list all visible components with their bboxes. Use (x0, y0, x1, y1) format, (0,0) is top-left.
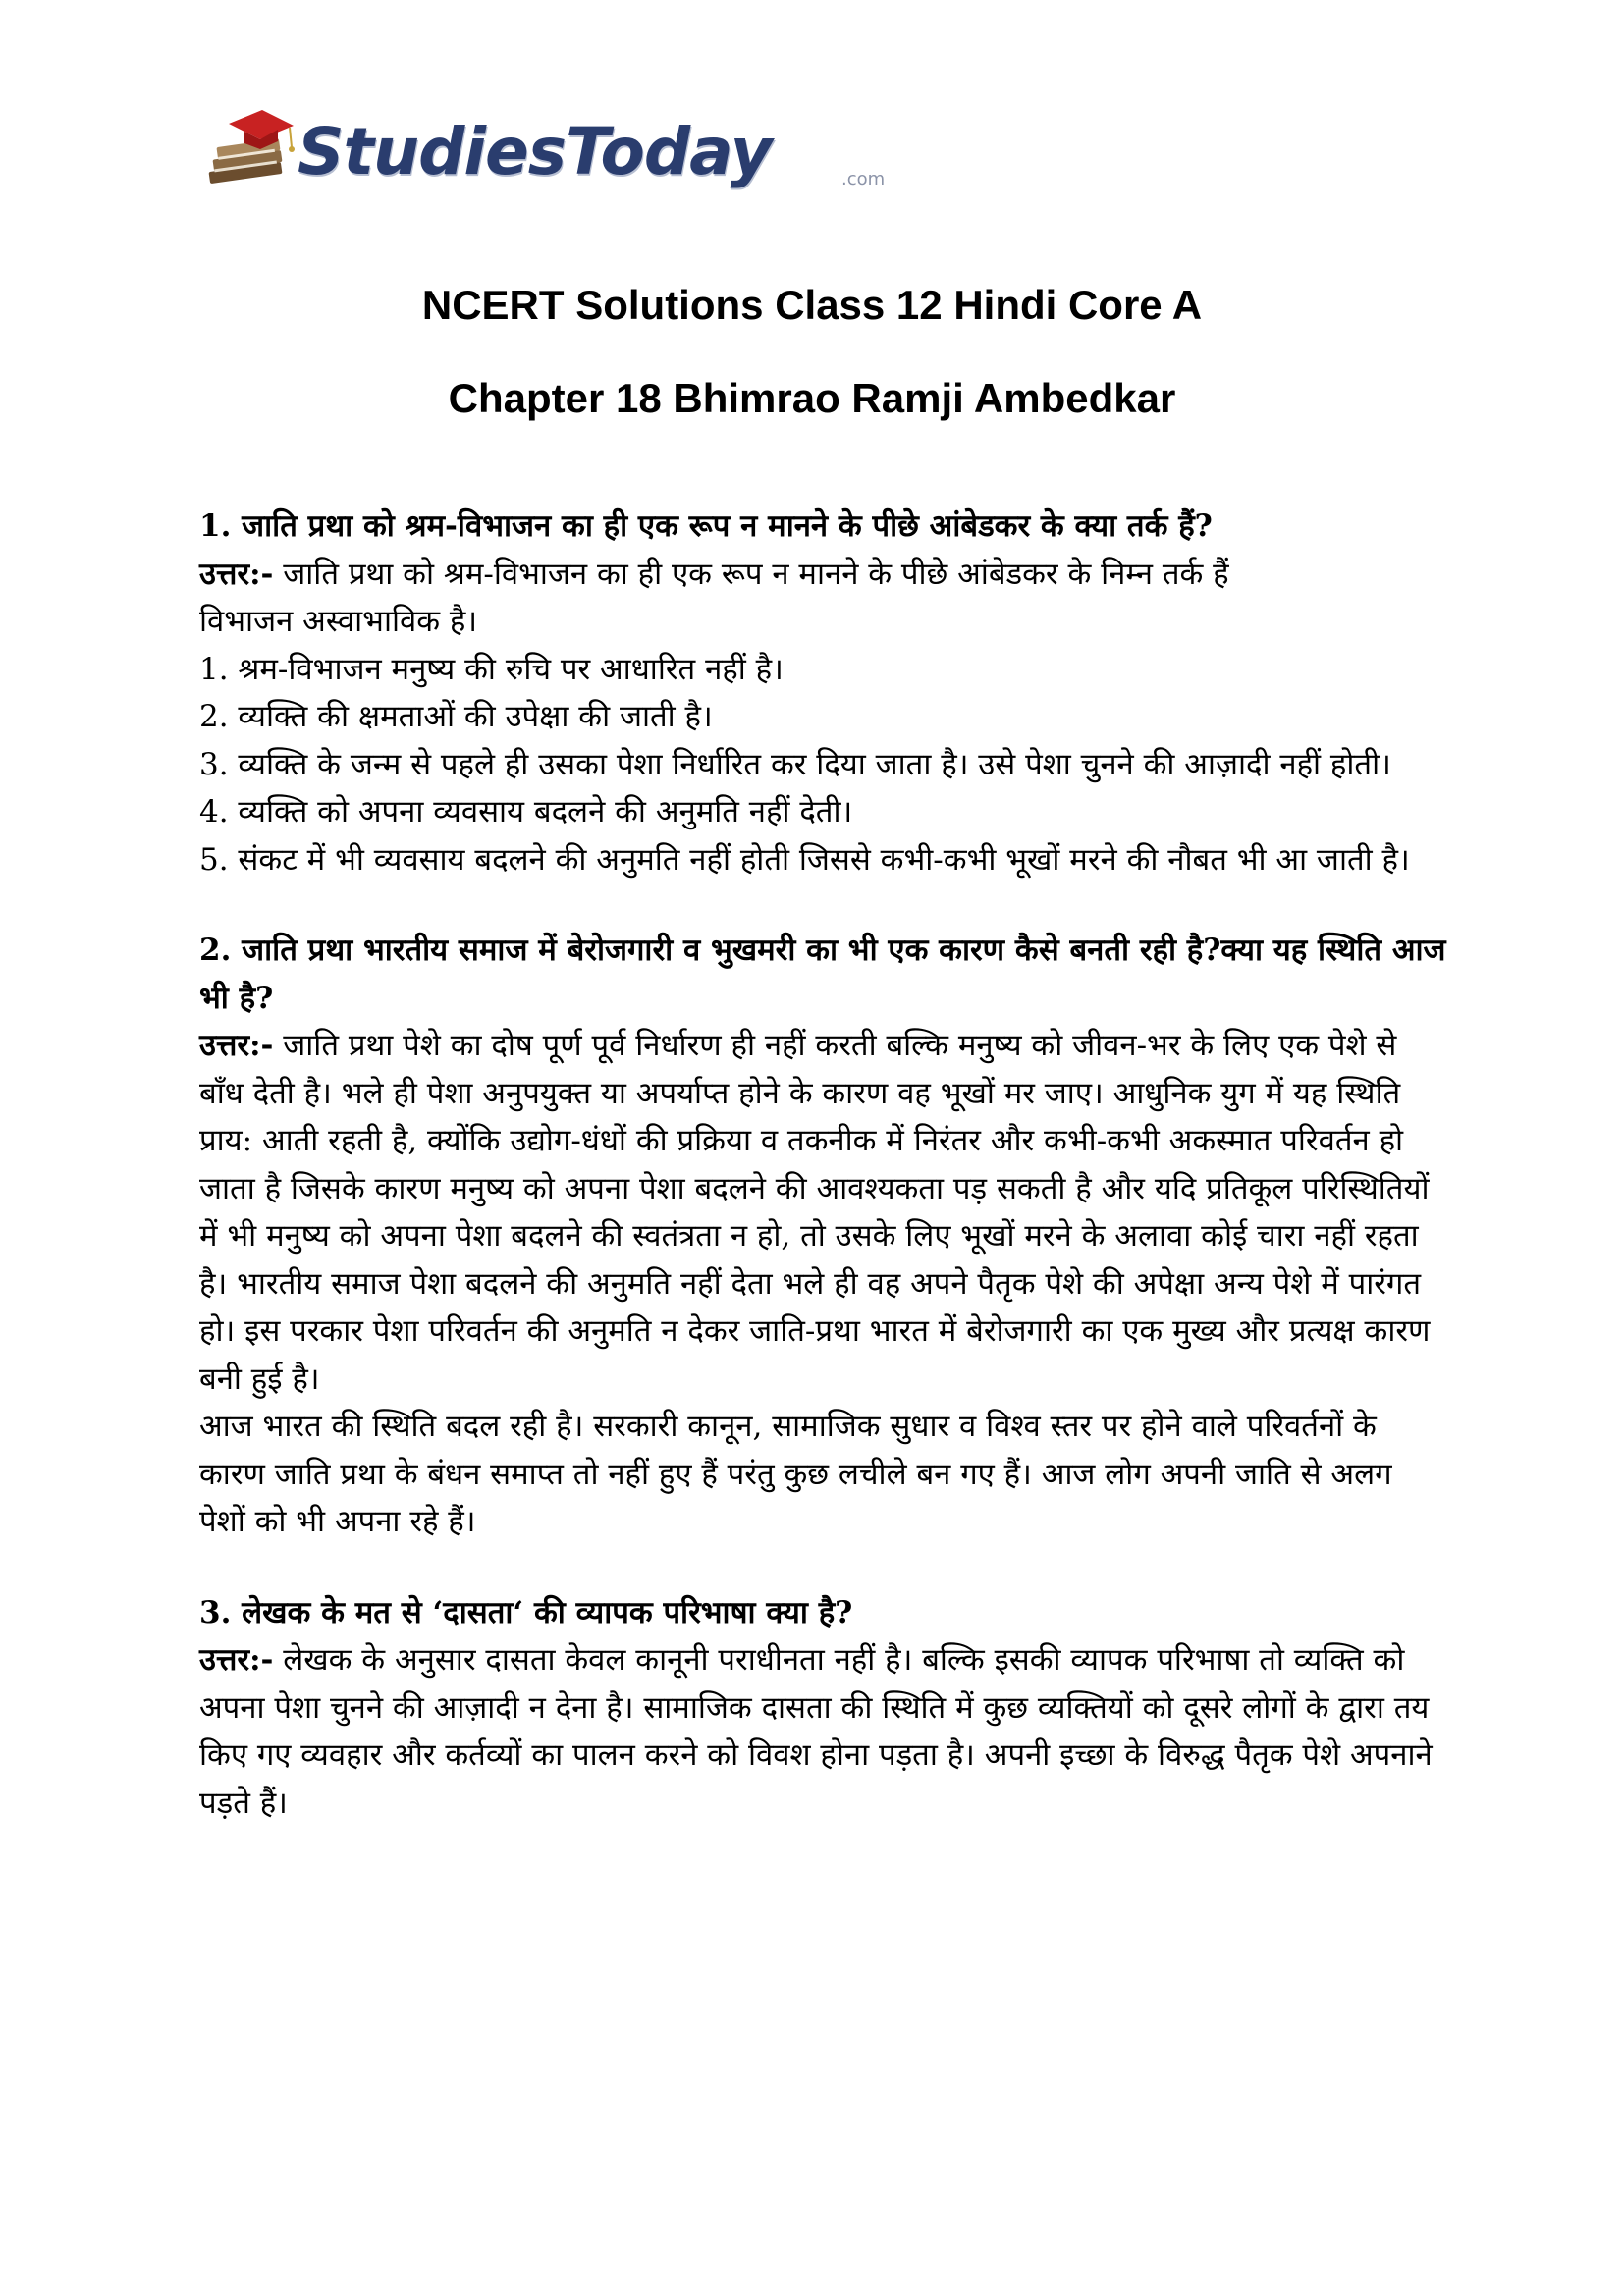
page-title: NCERT Solutions Class 12 Hindi Core A (421, 282, 1203, 328)
books-graduation-cap-icon (201, 102, 299, 200)
studiestoday-logo[interactable] (201, 102, 886, 210)
question-block-3 (199, 1589, 1446, 1828)
answer-1-intro-text: जाति प्रथा को श्रम-विभाजन का ही एक रूप न मानने के पीछे आंबेडकर के निम्न तर्क हैं (273, 556, 1229, 592)
question-1: 1. जाति प्रथा को श्रम-विभाजन का ही एक रूप न मानने के पीछे आंबेडकर के क्या तर्क हैं? (199, 508, 1213, 544)
answer-2 (199, 1022, 1446, 1403)
chapter-title: Chapter 18 Bhimrao Ramji Ambedkar (448, 375, 1176, 421)
answer-point: 4. व्यक्ति को अपना व्यवसाय बदलने की अनुमति नहीं देती। (199, 794, 853, 829)
answer-point: 1. श्रम-विभाजन मनुष्य की रुचि पर आधारित नहीं है। (199, 651, 784, 687)
answer-label: उत्तर:- (199, 1642, 274, 1678)
answer-point: 5. संकट में भी व्यवसाय बदलने की अनुमति नहीं होती जिससे कभी-कभी भूखों मरने की नौबत भी आ जाती है। (199, 841, 1410, 878)
answer-1-lead: विभाजन अस्वाभाविक है। (199, 604, 478, 639)
answer-2-text: जाति प्रथा पेशे का दोष पूर्ण पूर्व निर्धारण ही नहीं करती बल्कि मनुष्य को जीवन-भर के लिए एक पेशे से बाँध देती है। भले ही पेशा अनुपयुक्त या अपर्याप्त होने के कारण वह भूखों मर जाए। आधुनिक युग में यह स्थिति प्राय: आती रहती है, क्योंकि उद्योग-धंधों की प्रक्रिया व तकनीक में निरंतर और कभी-कभी अकस्मात परिवर्तन हो जाता है जिसके कारण मनुष्य को अपना पेशा बदलने की आवश्यकता पड़ सकती है और यदि प्रतिकूल परिस्थितियों में भी मनुष्य को अपना पेशा बदलने की स्वतंत्रता न हो, तो उसके लिए भूखों मरने के अलावा कोई चारा नहीं रहता है। भारतीय समाज पेशा बदलने की अनुमति नहीं देता भले ही वह अपने पैतृक पेशे की अपेक्षा अन्य पेशे में पारंगत हो। इस परकार पेशा परिवर्तन की अनुमति न देकर जाति-प्रथा भारत में बेरोजगारी का एक मुख्य और प्रत्यक्ष कारण बनी हुई है। (199, 1028, 1431, 1397)
answer-3 (199, 1636, 1446, 1827)
answer-label: उत्तर:- (199, 556, 274, 592)
question-block-1 (199, 503, 1446, 883)
answer-label: उत्तर:- (199, 1028, 274, 1063)
answer-point: 3. व्यक्ति के जन्म से पहले ही उसका पेशा निर्धारित कर दिया जाता है। उसे पेशा चुनने की आज़ादी नहीं होती। (199, 746, 1391, 782)
question-2: 2. जाति प्रथा भारतीय समाज में बेरोजगारी व भुखमरी का भी एक कारण कैसे बनती रही है?क्या यह स्थिति आज भी है? (199, 933, 1446, 1016)
logo-suffix-text: .com (841, 169, 886, 189)
question-block-2 (199, 927, 1446, 1546)
answer-1-intro (199, 551, 1446, 599)
answer-3-text: लेखक के अनुसार दासता केवल कानूनी पराधीनता नहीं है। बल्कि इसकी व्यापक परिभाषा तो व्यक्ति को अपना पेशा चुनने की आज़ादी न देना है। सामाजिक दासता की स्थिति में कुछ व्यक्तियों को दूसरे लोगों के द्वारा तय किए गए व्यवहार और कर्तव्यों का पालन करने को विवश होना पड़ता है। अपनी इच्छा के विरुद्ध पैतृक पेशे अपनाने पड़ते हैं। (199, 1642, 1433, 1821)
answer-point: 2. व्यक्ति की क्षमताओं की उपेक्षा की जाती है। (199, 699, 713, 734)
question-3: 3. लेखक के मत से ‘दासता‘ की व्यापक परिभाषा क्या है? (199, 1594, 853, 1630)
solutions-content (199, 503, 1446, 1870)
logo-brand-text: StudiesToday (298, 114, 772, 189)
answer-2-continuation: आज भारत की स्थिति बदल रही है। सरकारी कानून, सामाजिक सुधार व विश्व स्तर पर होने वाले परिवर्तनों के कारण जाति प्रथा के बंधन समाप्त तो नहीं हुए हैं परंतु कुछ लचीले बन गए हैं। आज लोग अपनी जाति से अलग पेशों को भी अपना रहे हैं। (199, 1409, 1392, 1539)
